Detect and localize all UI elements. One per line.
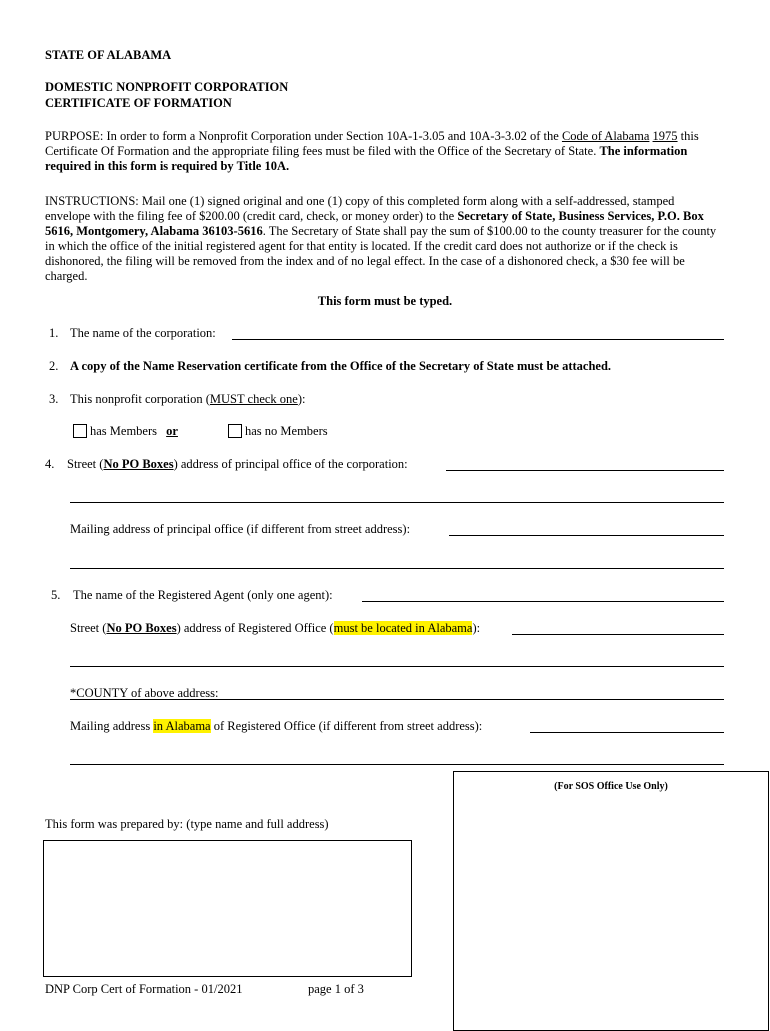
office-street-text: Street ( [70, 621, 107, 635]
county-label: *COUNTY of above address: [70, 686, 219, 700]
principal-street-field[interactable] [446, 470, 724, 471]
purpose-text: PURPOSE: In order to form a Nonprofit Corporation under Section 10A-1-3.05 and 10A-3-3.02 of the [45, 129, 562, 143]
registered-office-street-label [70, 621, 480, 636]
name-reservation-note: A copy of the Name Reservation certificate from the Office of the Secretary of State must be attached. [70, 359, 612, 373]
principal-street-text: Street ( [67, 457, 104, 471]
instructions-text: INSTRUCTIONS: Mail one (1) signed original and one (1) copy of this completed form along with a self-addressed, stamped envelope with the filing fee of $200.00 (credit card, check, or money order) to the [45, 194, 675, 223]
purpose-required-note: The information required in this form is required by Title 10A. [45, 144, 688, 173]
sos-office-use-label: (For SOS Office Use Only) [554, 781, 668, 792]
office-mailing-text-2: of Registered Office (if different from street address): [210, 719, 483, 733]
alabama-location-highlight: must be located in Alabama [333, 621, 473, 635]
form-title-line1: DOMESTIC NONPROFIT CORPORATION [45, 80, 289, 94]
county-field[interactable] [70, 699, 724, 700]
must-check-one: MUST check one [209, 392, 298, 406]
state-heading: STATE OF ALABAMA [45, 48, 172, 62]
has-members-label: has Members [90, 424, 157, 438]
option-has-members[interactable] [73, 424, 178, 439]
no-po-boxes-note: No PO Boxes [103, 457, 174, 471]
registered-agent-label: The name of the Registered Agent (only one agent): [73, 588, 333, 602]
form-title-line2: CERTIFICATE OF FORMATION [45, 96, 232, 110]
instructions-text-2: . The Secretary of State shall pay the sum of $100.00 to the county treasurer for the county in which the office of the initial registered agent for that entity is located. If the credit card does not authorize or if the check is dishonored, the filing will be removed from the index and of no legal effect. In the case of a dishonored check, a $30 fee will be charged. [45, 224, 717, 283]
registered-office-mailing-field[interactable] [530, 732, 724, 733]
registered-office-mailing-label [70, 719, 482, 734]
member-question-text: This nonprofit corporation ( [70, 392, 210, 406]
form-id-footer: DNP Corp Cert of Formation - 01/2021 [45, 982, 243, 996]
sos-office-use-box [453, 771, 769, 1031]
registered-office-street-field-line2[interactable] [70, 666, 724, 667]
item-4-number: 4. [45, 457, 55, 471]
office-mailing-text: Mailing address [70, 719, 154, 733]
corporation-name-field[interactable] [232, 339, 724, 340]
code-of-alabama-ref: Code of Alabama [561, 129, 650, 143]
typed-notice: This form must be typed. [317, 294, 453, 308]
or-label: or [166, 424, 178, 438]
item-1-number: 1. [49, 326, 59, 340]
office-street-text-2: ) address of Registered Office ( [176, 621, 334, 635]
prepared-by-box[interactable] [43, 840, 412, 977]
registered-office-street-field[interactable] [512, 634, 724, 635]
in-alabama-highlight: in Alabama [153, 719, 211, 733]
item-2-number: 2. [49, 359, 59, 373]
purpose-paragraph [45, 129, 720, 174]
office-no-po-boxes-note: No PO Boxes [106, 621, 177, 635]
principal-street-label [67, 457, 408, 472]
principal-mailing-field-line2[interactable] [70, 568, 724, 569]
page-number: page 1 of 3 [308, 982, 364, 996]
has-members-checkbox[interactable] [73, 424, 87, 438]
principal-street-field-line2[interactable] [70, 502, 724, 503]
item-3-number: 3. [49, 392, 59, 406]
registered-agent-field[interactable] [362, 601, 724, 602]
principal-mailing-label: Mailing address of principal office (if different from street address): [70, 522, 411, 536]
office-street-text-3: ): [472, 621, 481, 635]
principal-mailing-field[interactable] [449, 535, 724, 536]
instructions-paragraph [45, 194, 720, 284]
code-year-ref: 1975 [652, 129, 678, 143]
principal-street-text-2: ) address of principal office of the corporation: [173, 457, 408, 471]
member-question-end: ): [297, 392, 306, 406]
sos-mailing-address: Secretary of State, Business Services, P.O. Box 5616, Montgomery, Alabama 36103-5616 [45, 209, 704, 238]
no-members-checkbox[interactable] [228, 424, 242, 438]
purpose-text-2: this Certificate Of Formation and the appropriate filing fees must be filed with the Office of the Secretary of State. [45, 129, 699, 158]
no-members-label: has no Members [245, 424, 328, 438]
corporation-name-label: The name of the corporation: [70, 326, 216, 340]
prepared-by-label: This form was prepared by: (type name and full address) [45, 817, 329, 831]
member-question [70, 392, 306, 407]
registered-office-mailing-field-line2[interactable] [70, 764, 724, 765]
option-no-members[interactable] [228, 424, 328, 439]
item-5-number: 5. [51, 588, 61, 602]
